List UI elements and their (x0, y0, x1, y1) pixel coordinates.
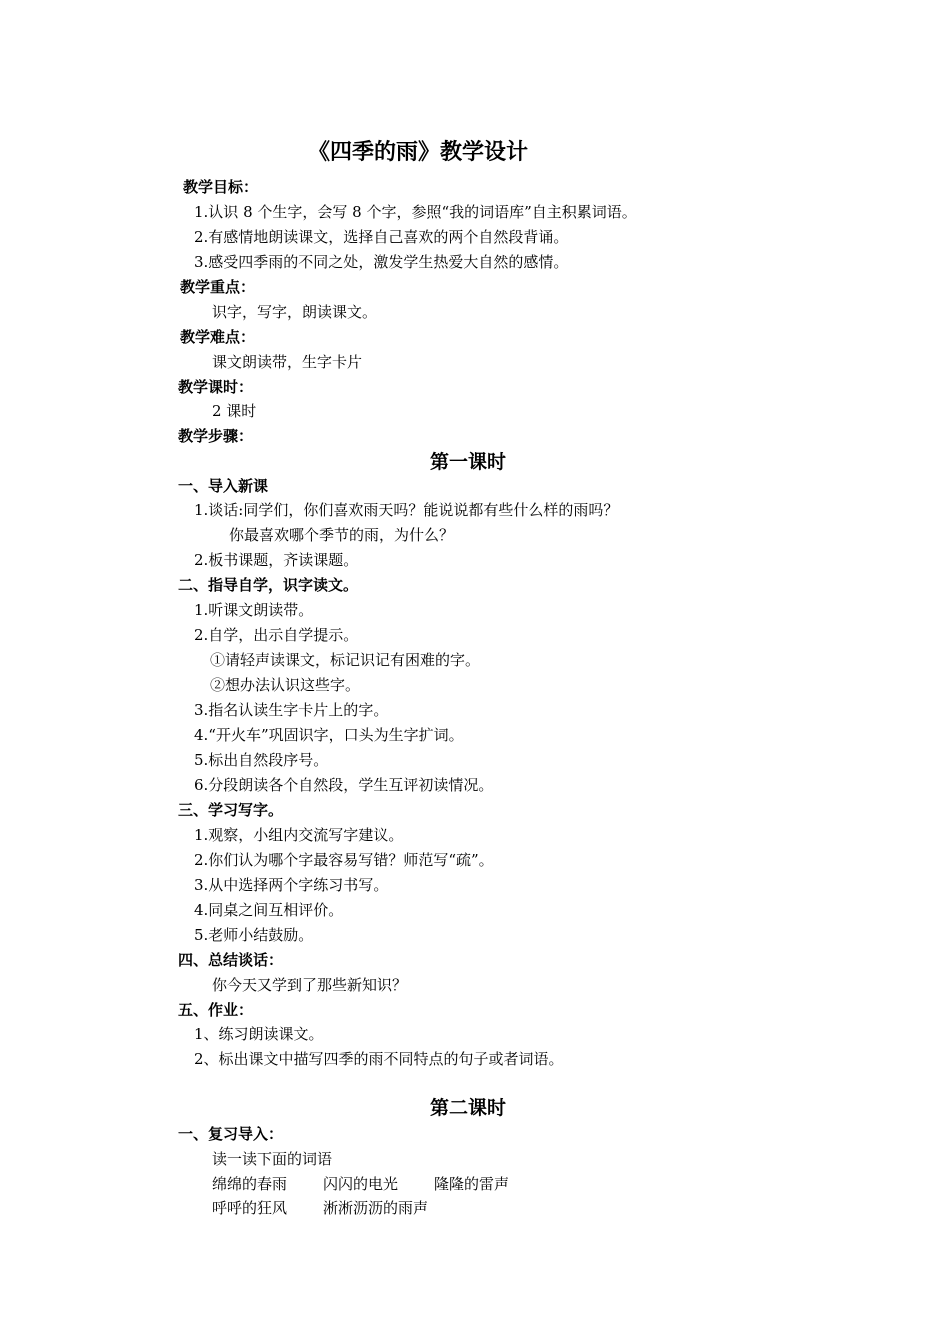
word-row (212, 1174, 509, 1194)
key-points-heading: 教学重点： (180, 278, 256, 296)
list-item: 4.同桌之间互相评价。 (194, 901, 344, 919)
list-item: 你最喜欢哪个季节的雨，为什么？ (229, 526, 455, 544)
hours-heading: 教学课时： (178, 378, 254, 396)
word: 隆隆的雷声 (434, 1175, 510, 1193)
list-item: ②想办法认识这些字。 (210, 676, 361, 694)
lesson1-section3-heading: 三、学习写字。 (178, 801, 284, 819)
list-item: 1、练习朗读课文。 (194, 1025, 324, 1043)
list-item: 1.谈话:同学们，你们喜欢雨天吗？能说说都有些什么样的雨吗？ (194, 501, 619, 519)
list-item: 5.老师小结鼓励。 (194, 926, 314, 944)
lesson2-section1-intro: 读一读下面的词语 (212, 1150, 333, 1168)
list-item: 2.自学，出示自学提示。 (194, 626, 359, 644)
lesson1-section4-text: 你今天又学到了那些新知识？ (212, 976, 408, 994)
goal-item: 2.有感情地朗读课文，选择自己喜欢的两个自然段背诵。 (194, 228, 569, 246)
list-item: 3.从中选择两个字练习书写。 (194, 876, 389, 894)
list-item: 1.观察，小组内交流写字建议。 (194, 826, 404, 844)
list-item: ①请轻声读课文，标记识记有困难的字。 (210, 651, 481, 669)
steps-heading: 教学步骤： (178, 427, 254, 445)
list-item: 5.标出自然段序号。 (194, 751, 329, 769)
difficulties-text: 课文朗读带，生字卡片 (212, 353, 363, 371)
lesson1-title: 第一课时 (430, 451, 507, 473)
word-row (212, 1198, 428, 1218)
list-item: 4.“开火车”巩固识字，口头为生字扩词。 (194, 726, 464, 744)
lesson1-section4-heading: 四、总结谈话： (178, 951, 284, 969)
list-item: 2.板书课题，齐读课题。 (194, 551, 359, 569)
list-item: 1.听课文朗读带。 (194, 601, 314, 619)
word: 淅淅沥沥的雨声 (323, 1199, 429, 1217)
goal-item: 3.感受四季雨的不同之处，激发学生热爱大自然的感情。 (194, 253, 569, 271)
goal-item: 1.认识 8 个生字，会写 8 个字，参照“我的词语库”自主积累词语。 (194, 203, 637, 221)
difficulties-heading: 教学难点： (180, 328, 256, 346)
key-points-text: 识字，写字，朗读课文。 (212, 303, 378, 321)
list-item: 2.你们认为哪个字最容易写错？师范写“疏”。 (194, 851, 494, 869)
document-title: 《四季的雨》教学设计 (308, 139, 529, 165)
lesson2-section1-heading: 一、复习导入： (178, 1125, 284, 1143)
goals-heading: 教学目标： (183, 178, 259, 196)
lesson2-title: 第二课时 (430, 1097, 507, 1119)
list-item: 2、标出课文中描写四季的雨不同特点的句子或者词语。 (194, 1050, 564, 1068)
lesson1-section5-heading: 五、作业： (178, 1001, 254, 1019)
hours-text: 2 课时 (212, 402, 257, 420)
word: 呼呼的狂风 (212, 1199, 288, 1217)
list-item: 6.分段朗读各个自然段，学生互评初读情况。 (194, 776, 494, 794)
word: 绵绵的春雨 (212, 1175, 288, 1193)
lesson1-section1-heading: 一、导入新课 (178, 477, 269, 495)
lesson1-section2-heading: 二、指导自学，识字读文。 (178, 576, 359, 594)
word: 闪闪的电光 (323, 1175, 399, 1193)
list-item: 3.指名认读生字卡片上的字。 (194, 701, 389, 719)
